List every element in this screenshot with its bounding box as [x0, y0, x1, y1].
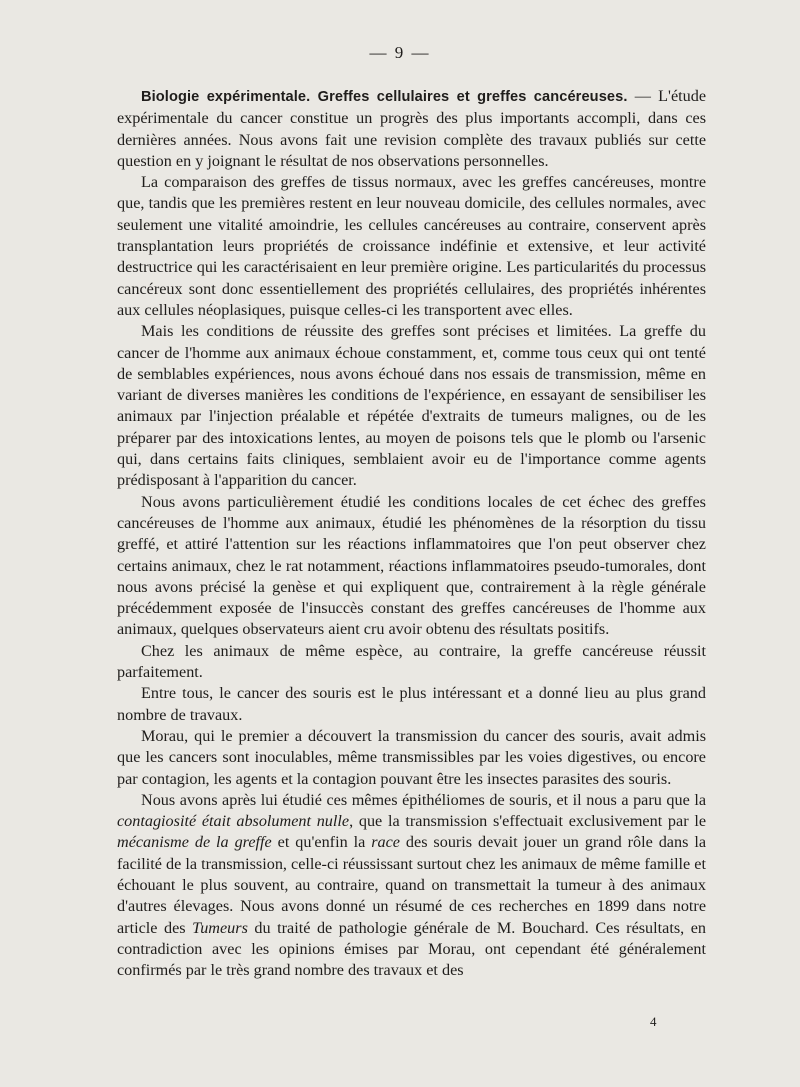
- p7-text-d: des souris devait jouer un grand rôle dans la facilité de la transmission, celle-ci réussissant surtout chez les animaux de même famille et échouant le plus souvent, au contraire, quand on transmettait la tumeur à des animaux d'autres élevages. Nous avons donné un résumé de ces recherches en 1899 dans notre article des: [117, 833, 706, 937]
- page-body: [117, 86, 706, 981]
- intro-text: — L'étude expérimentale du cancer constitue un progrès des plus importants accompli, dans ces dernières années. Nous avons fait une revision complète des travaux publiés sur cette question en y joignant le résultat de nos observations personnelles.: [117, 87, 706, 170]
- paragraph-3: Nous avons particulièrement étudié les conditions locales de cet échec des greffes cancéreuses de l'homme aux animaux, étudié les phénomènes de la résorption du tissu greffé, et attiré l'attention sur les réactions inflammatoires que l'on peut observer chez certains animaux, chez le rat notamment, réactions inflammatoires pseudo-tumorales, dont nous avons précisé la genèse et qui expliquent que, contrairement à la règle générale précédemment exposée de l'insuccès constant des greffes cancéreuses de l'homme aux animaux, quelques observateurs aient cru avoir obtenu des résultats positifs.: [117, 492, 706, 639]
- p7-text-b: , que la transmission s'effectuait exclusivement par le: [349, 812, 706, 831]
- paragraph-7: [117, 790, 706, 982]
- p7-italic-race: race: [371, 833, 400, 852]
- section-heading: Biologie expérimentale. Greffes cellulaires et greffes cancéreuses.: [141, 89, 628, 105]
- signature-mark: 4: [650, 1014, 657, 1029]
- section-intro-paragraph: [117, 86, 706, 172]
- p7-italic-mecanisme: mécanisme de la greffe: [117, 833, 272, 852]
- page-number: — 9 —: [369, 43, 431, 62]
- paragraph-6: Morau, qui le premier a découvert la transmission du cancer des souris, avait admis que les cancers sont inoculables, même transmissibles par les voies digestives, ou encore par contagion, les agents et la contagion pouvant être les insectes parasites des souris.: [117, 726, 706, 788]
- paragraph-2: Mais les conditions de réussite des greffes sont précises et limitées. La greffe du cancer de l'homme aux animaux échoue constamment, et, comme tous ceux qui ont tenté de semblables expériences, nous avons échoué dans nos essais de transmission, même en variant de diverses manières les conditions de l'expérience, en essayant de sensibiliser les animaux par l'injection préalable et répétée d'extraits de tumeurs malignes, ou de les préparer par des intoxications lentes, au moyen de poisons tels que le plomb ou l'arsenic qui, dans certains faits cliniques, semblaient avoir eu de l'importance comme agents prédisposant à l'apparition du cancer.: [117, 322, 706, 490]
- p7-italic-tumeurs: Tumeurs: [192, 918, 248, 937]
- paragraph-4: Chez les animaux de même espèce, au contraire, la greffe cancéreuse réussit parfaitement.: [117, 641, 706, 682]
- paragraph-5: Entre tous, le cancer des souris est le plus intéressant et a donné lieu au plus grand nombre de travaux.: [117, 684, 706, 724]
- p7-text-e: du traité de pathologie générale de M. Bouchard. Ces résultats, en contradiction avec les opinions émises par Morau, ont cependant été généralement confirmés par le très grand nombre des travaux et des: [117, 918, 706, 980]
- paragraph-1: La comparaison des greffes de tissus normaux, avec les greffes cancéreuses, montre que, tandis que les premières restent en leur nouveau domicile, des cellules normales, avec seulement une vitalité amoindrie, les cellules cancéreuses au contraire, conservent après transplantation leurs propriétés de croissance indéfinie et extensive, et leur activité destructrice qui les caractérisaient en leur première origine. Les particularités du processus cancéreux sont donc essentiellement des propriétés cellulaires, des propriétés inhérentes aux cellules néoplasiques, puisque celles-ci les transportent avec elles.: [117, 173, 706, 319]
- p7-text-c: et qu'enfin la: [271, 833, 372, 852]
- p7-text-a: Nous avons après lui étudié ces mêmes épithéliomes de souris, et il nous a paru que la: [141, 790, 706, 809]
- p7-italic-contagiosite: contagiosité était absolument nulle: [117, 812, 350, 831]
